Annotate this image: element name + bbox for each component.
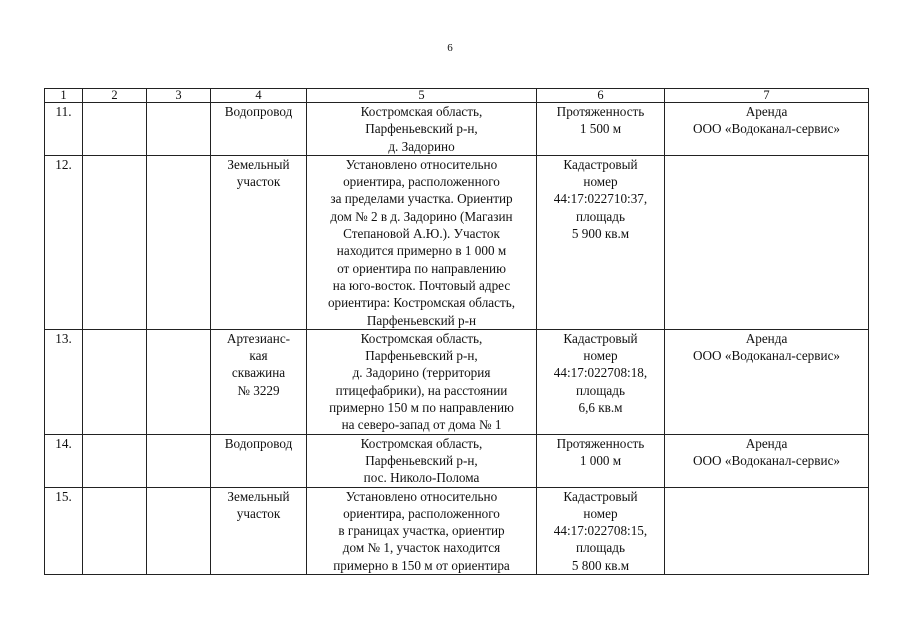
characteristics-line: 1 500 м	[579, 121, 622, 137]
characteristics-line: площадь	[576, 208, 625, 224]
row-number-cell: 12.	[45, 155, 83, 329]
characteristics-line: площадь	[576, 382, 625, 398]
location-line: Костромская область,	[360, 104, 483, 119]
characteristics-cell	[537, 487, 665, 574]
location-cell	[307, 155, 537, 329]
property-table	[44, 88, 869, 575]
table-row	[45, 329, 869, 434]
location-line: примерно в 150 м от ориентира	[333, 557, 510, 573]
encumbrance-cell	[665, 329, 869, 434]
column-header: 2	[83, 89, 147, 103]
location-line: Костромская область,	[360, 330, 483, 346]
column-header: 6	[537, 89, 665, 103]
empty-cell	[83, 103, 147, 156]
location-line: Установлено относительно	[345, 488, 498, 504]
column-header: 1	[45, 89, 83, 103]
characteristics-line: номер	[583, 348, 618, 364]
type-cell	[211, 487, 307, 574]
empty-cell	[147, 434, 211, 487]
characteristics-cell	[537, 434, 665, 487]
characteristics-cell	[537, 155, 665, 329]
encumbrance-cell	[665, 103, 869, 156]
empty-cell	[147, 155, 211, 329]
characteristics-line: номер	[583, 174, 618, 190]
empty-cell	[83, 434, 147, 487]
table-row	[45, 487, 869, 574]
location-line: на северо-запад от дома № 1	[341, 417, 502, 433]
location-line: на юго-восток. Почтовый адрес	[332, 277, 511, 293]
column-header: 3	[147, 89, 211, 103]
characteristics-cell	[537, 329, 665, 434]
encumbrance-cell	[665, 487, 869, 574]
empty-cell	[147, 487, 211, 574]
location-line: от ориентира по направлению	[337, 260, 506, 276]
location-line: дом № 1, участок находится	[342, 540, 501, 556]
type-cell	[211, 103, 307, 156]
type-line: Земельный	[227, 156, 290, 172]
empty-cell	[83, 329, 147, 434]
encumbrance-line: ООО «Водоканал-сервис»	[692, 121, 841, 137]
row-number-cell: 11.	[45, 103, 83, 156]
location-line: примерно 150 м по направлению	[329, 400, 514, 416]
type-line: скважина	[231, 365, 286, 381]
location-line: ориентира: Костромская область,	[327, 295, 516, 311]
location-line: пос. Николо-Полома	[363, 470, 480, 486]
location-cell	[307, 434, 537, 487]
encumbrance-line: Аренда	[745, 435, 788, 451]
location-line: Парфеньевский р-н,	[365, 121, 478, 137]
location-line: Костромская область,	[360, 435, 483, 451]
column-header: 7	[665, 89, 869, 103]
location-cell	[307, 103, 537, 156]
encumbrance-line: ООО «Водоканал-сервис»	[692, 452, 841, 468]
encumbrance-line: ООО «Водоканал-сервис»	[692, 348, 841, 364]
type-line: Водопровод	[224, 104, 293, 119]
location-line: птицефабрики), на расстоянии	[335, 382, 508, 398]
location-line: Степановой А.Ю.). Участок	[343, 226, 500, 242]
characteristics-line: 5 900 кв.м	[571, 226, 630, 242]
type-line: участок	[236, 505, 281, 521]
page-number: 6	[447, 42, 453, 54]
characteristics-line: Кадастровый	[563, 488, 638, 504]
row-number-cell: 15.	[45, 487, 83, 574]
location-cell	[307, 487, 537, 574]
column-number-row	[45, 89, 869, 103]
column-header: 4	[211, 89, 307, 103]
type-line: Артезианс-	[226, 330, 291, 346]
table-row	[45, 434, 869, 487]
type-line: № 3229	[237, 382, 280, 398]
location-cell	[307, 329, 537, 434]
location-line: в границах участка, ориентир	[338, 523, 505, 539]
row-number-cell: 14.	[45, 434, 83, 487]
encumbrance-line: Аренда	[745, 330, 788, 346]
location-line: ориентира, расположенного	[343, 505, 500, 521]
type-line: участок	[236, 174, 281, 190]
location-line: Парфеньевский р-н,	[365, 348, 478, 364]
type-cell	[211, 434, 307, 487]
location-line: Парфеньевский р-н	[366, 312, 477, 328]
type-cell	[211, 329, 307, 434]
encumbrance-cell	[665, 434, 869, 487]
characteristics-cell	[537, 103, 665, 156]
characteristics-line: 5 800 кв.м	[571, 557, 630, 573]
characteristics-line: 44:17:022708:18,	[553, 365, 648, 381]
location-line: Парфеньевский р-н,	[365, 452, 478, 468]
type-line: Земельный	[227, 488, 290, 504]
characteristics-line: 44:17:022710:37,	[553, 191, 648, 207]
table-row	[45, 103, 869, 156]
characteristics-line: номер	[583, 505, 618, 521]
characteristics-line: Протяженность	[556, 104, 645, 119]
location-line: д. Задорино (территория	[352, 365, 491, 381]
column-header: 5	[307, 89, 537, 103]
empty-cell	[83, 155, 147, 329]
empty-cell	[83, 487, 147, 574]
characteristics-line: площадь	[576, 540, 625, 556]
empty-cell	[147, 329, 211, 434]
row-number-cell: 13.	[45, 329, 83, 434]
encumbrance-cell	[665, 155, 869, 329]
location-line: Установлено относительно	[345, 156, 498, 172]
type-line: кая	[249, 348, 268, 364]
characteristics-line: 6,6 кв.м	[578, 400, 623, 416]
encumbrance-line: Аренда	[745, 104, 788, 119]
location-line: д. Задорино	[388, 138, 455, 154]
characteristics-line: Протяженность	[556, 435, 645, 451]
characteristics-line: Кадастровый	[563, 156, 638, 172]
characteristics-line: 1 000 м	[579, 452, 622, 468]
type-line: Водопровод	[224, 435, 293, 451]
location-line: дом № 2 в д. Задорино (Магазин	[330, 208, 513, 224]
characteristics-line: 44:17:022708:15,	[553, 523, 648, 539]
characteristics-line: Кадастровый	[563, 330, 638, 346]
location-line: ориентира, расположенного	[343, 174, 500, 190]
table-row	[45, 155, 869, 329]
location-line: находится примерно в 1 000 м	[336, 243, 507, 259]
location-line: за пределами участка. Ориентир	[330, 191, 513, 207]
type-cell	[211, 155, 307, 329]
empty-cell	[147, 103, 211, 156]
